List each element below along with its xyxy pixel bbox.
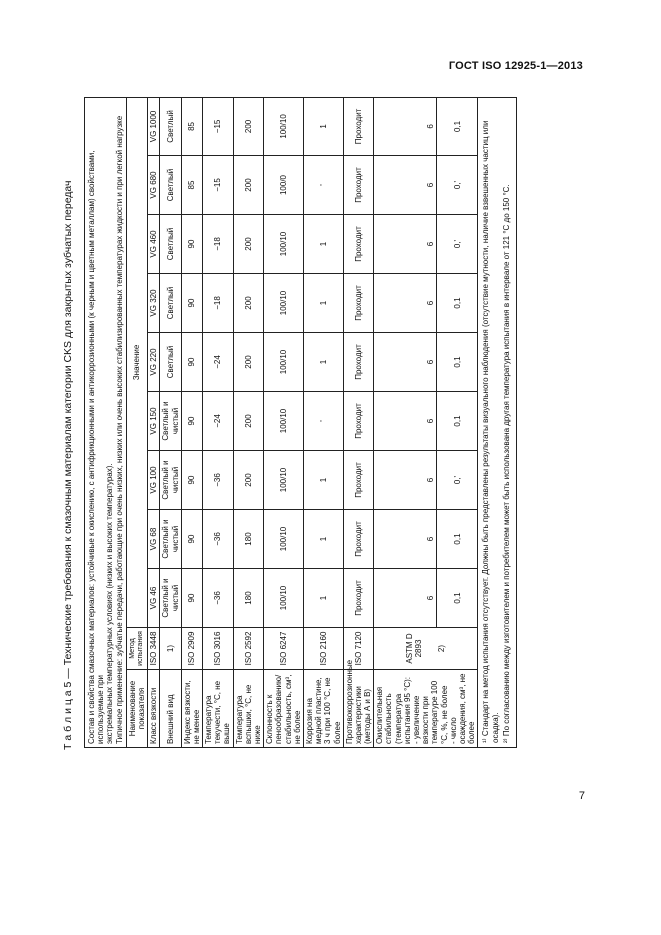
value-cell: Проходит [343,274,374,333]
row-method: ISO 2592 [233,628,264,670]
value-cell: Проходит [343,451,374,510]
value-cell: 90 [181,215,202,274]
value-cell: Светлый [160,274,181,333]
value-cell: −24 [203,392,234,451]
value-cell: 90 [181,569,202,628]
value-cell: 100/0 [264,156,304,215]
value-cell: 0,1 [436,274,477,333]
value-cell: Светлый [160,97,181,155]
value-cell: 1 [303,510,343,569]
value-cell: −15 [203,97,234,155]
value-cell: −36 [203,510,234,569]
value-cell: 180 [233,569,264,628]
header-row [126,97,147,747]
page-number: 7 [578,790,585,802]
value-cell: 200 [233,97,264,155]
value-cell: 85 [181,97,202,155]
value-cell: 100/10 [264,510,304,569]
value-cell: 1 [303,451,343,510]
value-cell: ' [303,156,343,215]
value-cell: 0,1 [436,333,477,392]
value-cell: 1 [303,97,343,155]
oxidation-sub2: - число осаждения, см³, не более [448,673,477,744]
oxidation-method-note: 2) [437,644,447,653]
value-cell: Светлый и чистый [160,451,181,510]
value-cell: 90 [181,274,202,333]
row-method: ISO 3448 [148,628,160,670]
value-cell: 6 [374,274,437,333]
viscosity-grade-cell: VG 100 [148,451,160,510]
value-cell: Проходит [343,569,374,628]
row-name-oxidation [374,670,478,748]
value-cell: 100/10 [264,333,304,392]
viscosity-grade-cell: VG 46 [148,569,160,628]
header-method: Метод испытания [126,628,147,670]
value-cell: 200 [233,215,264,274]
value-cell: −24 [203,333,234,392]
value-cell: 6 [374,333,437,392]
oxidation-method: ASTM D 2893 [405,633,424,664]
value-cell: 100/10 [264,215,304,274]
value-cell: 90 [181,510,202,569]
value-cell: 85 [181,156,202,215]
value-cell: 0,' [436,215,477,274]
oxidation-sub1: - увеличение вязкости при температуре 100 °С, %, не более [412,680,449,744]
row-antiwear [343,97,374,747]
row-method: 1) [160,628,181,670]
value-cell: −18 [203,274,234,333]
header-name: Наименование показателя [126,670,147,748]
value-cell: 6 [374,215,437,274]
value-cell: 200 [233,451,264,510]
table-caption: Т а б л и ц а 5 — Технические требования к смазочным материалам категории CKS для закрытых зубчатых передач [62,180,74,750]
row-name: Внешний вид [160,670,181,748]
value-cell: 100/10 [264,97,304,155]
value-cell: 6 [374,156,437,215]
intro-cell [85,97,127,747]
intro-line-2: экстремальных температурных условиях (низких и высоких температурах). [105,463,115,744]
value-cell: 100/10 [264,274,304,333]
value-cell: Светлый [160,333,181,392]
header-value: Значение [126,97,147,627]
value-cell: 1 [303,569,343,628]
row-method: ISO 7120 [343,628,374,670]
value-cell: 0,' [436,451,477,510]
table-wrapper [84,98,517,748]
row-copper [303,97,343,747]
value-cell: Светлый [160,156,181,215]
viscosity-grade-cell: VG 320 [148,274,160,333]
row-foam [264,97,304,747]
value-cell: ' [303,392,343,451]
value-cell: 0,' [436,156,477,215]
value-cell: 100/10 [264,569,304,628]
value-cell: −36 [203,451,234,510]
row-appearance [160,97,181,747]
row-method: ISO 2160 [303,628,343,670]
value-cell: 0,1 [436,392,477,451]
value-cell: Проходит [343,333,374,392]
value-cell: Светлый и чистый [160,569,181,628]
intro-row [85,97,127,747]
row-name: Класс вязкости [148,670,160,748]
row-method: ISO 2909 [181,628,202,670]
value-cell: 6 [374,569,437,628]
value-cell: 0,1 [436,510,477,569]
row-method: ISO 3016 [203,628,234,670]
value-cell: 200 [233,274,264,333]
requirements-table [84,97,517,748]
value-cell: 1 [303,333,343,392]
value-cell: 6 [374,510,437,569]
value-cell: 0,1 [436,569,477,628]
viscosity-grade-cell: VG 150 [148,392,160,451]
row-name: Индекс вязкости, не менее [181,670,202,748]
value-cell: Светлый и чистый [160,510,181,569]
notes-cell [478,97,517,747]
row-method-oxidation [374,628,478,670]
row-name: Температура текучести, °С, не выше [203,670,234,748]
value-cell: Проходит [343,97,374,155]
row-name: Коррозия на медной пластине, 3 ч при 100 °С, не более [303,670,343,748]
row-name: Склонность к пенообразованию/стабильность, см³, не более [264,670,304,748]
value-cell: −36 [203,569,234,628]
value-cell: 100/10 [264,392,304,451]
value-cell: 1 [303,274,343,333]
value-cell: 6 [374,97,437,155]
rotated-table-block [62,95,511,750]
value-cell: −18 [203,215,234,274]
value-cell: 1 [303,215,343,274]
row-flash [233,97,264,747]
document-header: ГОСТ ISO 12925-1—2013 [448,60,583,72]
value-cell: Проходит [343,392,374,451]
value-cell: 200 [233,333,264,392]
row-oxidation [374,97,437,747]
value-cell: 6 [374,451,437,510]
value-cell: Светлый [160,215,181,274]
intro-line-3: Типичное применение: зубчатые передачи, работающие при очень низких, низких или очень высоких стабилизированных температурах жидкости и при легкой нагрузке [114,115,124,744]
value-cell: Проходит [343,215,374,274]
value-cell: 90 [181,333,202,392]
viscosity-grade-cell: VG 68 [148,510,160,569]
footnote-1: ¹⁾ Стандарт на метод испытания отсутствует. Должны быть представлены результаты визуального наблюдения (отсутствие мутности, наличие взвешенных частиц или осадка). [481,120,500,743]
viscosity-grade-cell: VG 1000 [148,97,160,155]
row-method: ISO 6247 [264,628,304,670]
value-cell: 180 [233,510,264,569]
intro-line-1: Состав и свойства смазочных материалов: устойчивые к окислению, с антифрикционными и антикоррозионными (к черным и цветным металлам) свойствами, используемые при [87,150,106,744]
footnote-2: ²⁾ По согласованию между изготовителем и потребителем может быть использована другая температура испытания в интервале от 121 °С до 150 °С. [501,184,511,743]
notes-row [478,97,517,747]
viscosity-grade-cell: VG 680 [148,156,160,215]
value-cell: 0,1 [436,97,477,155]
value-cell: 200 [233,392,264,451]
value-cell: 100/10 [264,451,304,510]
row-pour [203,97,234,747]
value-cell: −15 [203,156,234,215]
value-cell: 6 [374,392,437,451]
value-cell: Проходит [343,156,374,215]
row-name: Противокоррозионные характеристики (методы А и В) [343,670,374,748]
value-cell: Проходит [343,510,374,569]
viscosity-grade-cell: VG 460 [148,215,160,274]
oxidation-title: Окислительная стабильность (температура испытания 95 °С): [375,677,412,744]
value-cell: Светлый и чистый [160,392,181,451]
value-cell: 200 [233,156,264,215]
row-name: Температура вспышки, °С, не ниже [233,670,264,748]
value-cell: 90 [181,392,202,451]
viscosity-grade-cell: VG 220 [148,333,160,392]
row-vi [181,97,202,747]
row-class [148,97,160,747]
value-cell: 90 [181,451,202,510]
